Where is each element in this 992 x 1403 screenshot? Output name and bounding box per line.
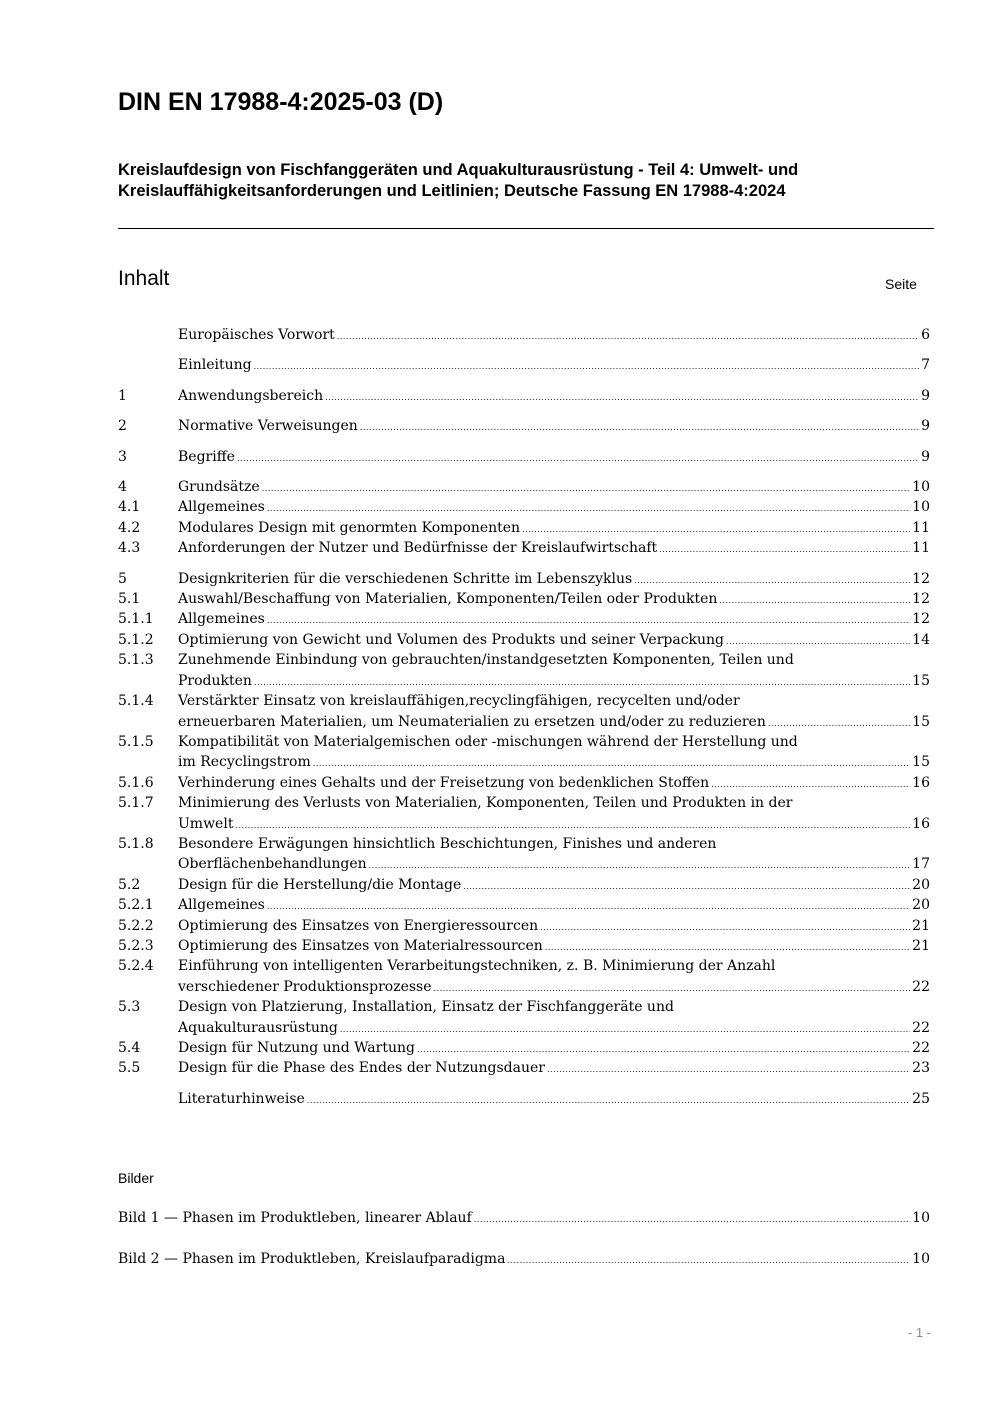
toc-entry[interactable] [118,609,930,629]
toc-entry-title: Optimierung von Gewicht und Volumen des Produkts und seiner Verpackung [178,631,725,648]
toc-entry-title: Einleitung [178,357,252,374]
toc-entry-number: 5.1.7 [118,795,154,812]
dot-leader [360,424,919,432]
toc-entry-number: 4.3 [118,540,141,557]
figures-heading: Bilder [118,1170,154,1186]
toc-entry-page: 10 [912,499,930,516]
toc-entry-page: 22 [912,1040,930,1056]
figure-entry-title: Bild 1 — Phasen im Produktleben, linearer Ablauf [118,1210,472,1226]
dot-leader [340,1026,910,1034]
toc-entry[interactable] [118,793,930,834]
toc-entry-number: 5.1.5 [118,733,154,750]
toc-entry-title: Allgemeines [178,499,265,516]
toc-entry-title: im Recyclingstrom [178,754,311,771]
toc-entry[interactable] [118,997,930,1038]
toc-entry[interactable] [118,773,930,793]
figure-entry[interactable] [118,1249,930,1269]
toc-entry-title: erneuerbaren Materialien, um Neumaterialien zu ersetzen und/oder zu reduzieren [178,713,766,730]
toc-entry-number: 5.1.6 [118,774,154,791]
toc-entry-title: Designkriterien für die verschiedenen Schritte im Lebenszyklus [178,570,633,587]
toc-entry-title: Normative Verweisungen [178,418,358,435]
toc-entry[interactable] [118,355,930,375]
title-divider [118,228,934,229]
toc-entry[interactable] [118,650,930,691]
toc-entry[interactable] [118,630,930,650]
toc-entry-title: Aquakulturausrüstung [178,1019,338,1036]
toc-entry[interactable] [118,1089,930,1109]
toc-entry-title-line: Zunehmende Einbindung von gebrauchten/instandgesetzten Komponenten, Teilen und [178,652,794,669]
dot-leader [634,577,910,585]
toc-entry-number: 5.5 [118,1060,141,1077]
dot-leader [726,638,910,646]
toc-entry[interactable] [118,875,930,895]
toc-entry-page: 15 [912,754,930,771]
toc-entry-number: 4.2 [118,519,141,536]
toc-entry-title: Begriffe [178,448,235,465]
toc-entry-title: Allgemeines [178,897,265,914]
toc-page-column-label: Seite [885,276,917,292]
toc-entry-title-line: Kompatibilität von Materialgemischen oder -mischungen während der Herstellung und [178,733,798,750]
toc-entry-title: Oberflächenbehandlungen [178,856,367,873]
list-of-figures [118,1208,930,1270]
toc-entry-page: 16 [912,774,930,791]
toc-entry-page: 6 [921,327,930,343]
toc-entry-page: 10 [912,479,930,496]
toc-entry-number: 5.2.3 [118,937,154,954]
toc-heading: Inhalt [118,267,170,290]
dot-leader [545,944,910,952]
toc-entry-page: 22 [912,978,930,995]
toc-entry-number: 4 [118,479,127,496]
toc-entry-page: 17 [912,856,930,873]
dot-leader [313,760,910,768]
toc-entry-title: verschiedener Produktionsprozesse [178,978,432,995]
toc-entry-number: 5.2 [118,876,141,893]
toc-entry-page: 12 [912,591,930,608]
toc-entry-title: Produkten [178,672,252,689]
dot-leader [254,363,920,371]
toc-entry[interactable] [118,325,930,345]
dot-leader [547,1066,910,1074]
toc-entry-page: 7 [921,357,930,374]
toc-entry-page: 15 [912,672,930,689]
toc-entry-title-line: Minimierung des Verlusts von Materialien, Komponenten, Teilen und Produkten in der [178,795,793,812]
toc-entry-title: Grundsätze [178,479,260,496]
toc-entry-title: Umwelt [178,815,234,832]
figure-entry[interactable] [118,1208,930,1228]
toc-entry-number: 5.3 [118,999,141,1016]
toc-entry-number: 2 [118,418,127,435]
table-of-contents [118,325,930,1109]
toc-entry-number: 3 [118,448,127,465]
dot-leader [522,526,910,534]
toc-entry-title: Design für die Phase des Endes der Nutzungsdauer [178,1060,545,1077]
toc-entry-title-line: Verstärkter Einsatz von kreislauffähigen,recyclingfähigen, recycelten und/oder [178,693,740,710]
toc-entry-number: 5.1.2 [118,631,154,648]
dot-leader [307,1097,910,1105]
toc-entry-title: Optimierung des Einsatzes von Materialressourcen [178,937,543,954]
toc-entry-title: Anforderungen der Nutzer und Bedürfnisse der Kreislaufwirtschaft [178,540,658,557]
figure-entry-page: 10 [912,1251,930,1268]
toc-entry[interactable] [118,1058,930,1078]
toc-entry-title: Europäisches Vorwort [178,327,335,343]
toc-entry-title: Verhinderung eines Gehalts und der Freisetzung von bedenklichen Stoffen [178,774,710,791]
dot-leader [337,333,919,341]
document-title: Kreislaufdesign von Fischfanggeräten und Aquakulturausrüstung - Teil 4: Umwelt- und Kreislauffähigkeitsanforderungen und Leitlinien; Deutsche Fassung EN 17988-4:2024 [118,161,799,200]
dot-leader [267,505,910,513]
toc-entry-page: 9 [921,418,930,435]
toc-entry[interactable] [118,518,930,538]
toc-entry-page: 14 [912,631,930,648]
toc-entry[interactable] [118,569,930,589]
dot-leader [254,679,910,687]
dot-leader [434,985,911,993]
toc-entry-page: 20 [912,897,930,914]
dot-leader [768,720,910,728]
toc-entry-page: 16 [912,815,930,832]
dot-leader [369,862,911,870]
dot-leader [262,485,910,493]
dot-leader [507,1257,910,1265]
toc-entry-number: 5.2.2 [118,917,154,934]
toc-entry-title-line: Design von Platzierung, Installation, Einsatz der Fischfanggeräte und [178,999,674,1016]
document-id: DIN EN 17988-4:2025-03 (D) [118,88,444,116]
toc-entry-page: 9 [921,387,930,404]
toc-entry[interactable] [118,447,930,467]
dot-leader [267,903,910,911]
toc-entry-page: 20 [912,876,930,893]
toc-entry[interactable] [118,1038,930,1058]
toc-entry[interactable] [118,732,930,773]
toc-entry-number: 5.1.1 [118,611,154,628]
toc-entry-number: 5.1.4 [118,693,154,710]
toc-entry[interactable] [118,916,930,936]
toc-entry-title-line: Einführung von intelligenten Verarbeitungstechniken, z. B. Minimierung der Anzahl [178,958,776,975]
toc-entry-number: 5.2.4 [118,958,154,975]
toc-entry[interactable] [118,538,930,558]
toc-entry-title: Allgemeines [178,611,265,628]
toc-entry-page: 22 [912,1019,930,1036]
toc-entry-title: Design für Nutzung und Wartung [178,1040,415,1056]
toc-entry[interactable] [118,477,930,497]
toc-entry-number: 5.1 [118,591,141,608]
toc-entry-number: 5.2.1 [118,897,154,914]
toc-entry-page: 12 [912,611,930,628]
toc-entry-title: Design für die Herstellung/die Montage [178,876,462,893]
toc-entry-number: 5.1.3 [118,652,154,669]
toc-entry-number: 5 [118,570,127,587]
toc-entry-page: 9 [921,448,930,465]
toc-entry[interactable] [118,956,930,997]
toc-entry[interactable] [118,936,930,956]
toc-entry-number: 5.4 [118,1040,141,1056]
toc-entry-number: 4.1 [118,499,141,516]
toc-entry-page: 21 [912,917,930,934]
dot-leader [659,546,910,554]
toc-entry[interactable] [118,589,930,609]
toc-entry[interactable] [118,416,930,436]
toc-entry-title: Literaturhinweise [178,1090,305,1107]
toc-entry-number: 1 [118,387,127,404]
dot-leader [711,781,910,789]
toc-entry-page: 11 [912,519,930,536]
dot-leader [235,822,910,830]
dot-leader [267,617,910,625]
toc-entry[interactable] [118,834,930,875]
dot-leader [325,394,919,402]
toc-entry-page: 11 [912,540,930,557]
toc-entry-title: Auswahl/Beschaffung von Materialien, Komponenten/Teilen oder Produkten [178,591,718,608]
figure-entry-title: Bild 2 — Phasen im Produktleben, Kreislaufparadigma [118,1251,506,1268]
dot-leader [719,597,910,605]
dot-leader [237,455,919,463]
toc-entry[interactable] [118,895,930,915]
dot-leader [463,883,910,891]
toc-entry[interactable] [118,386,930,406]
toc-entry-page: 23 [912,1060,930,1077]
dot-leader [474,1216,910,1224]
toc-entry-title-line: Besondere Erwägungen hinsichtlich Beschichtungen, Finishes und anderen [178,835,717,852]
toc-entry[interactable] [118,691,930,732]
toc-entry-title: Modulares Design mit genormten Komponenten [178,519,521,536]
dot-leader [540,924,910,932]
toc-entry-title: Anwendungsbereich [178,387,324,404]
toc-entry-number: 5.1.8 [118,835,154,852]
figure-entry-page: 10 [912,1210,930,1226]
toc-entry-page: 12 [912,570,930,587]
dot-leader [417,1046,910,1054]
toc-entry-page: 25 [912,1090,930,1107]
toc-entry[interactable] [118,497,930,517]
toc-entry-page: 15 [912,713,930,730]
page-number: - 1 - [907,1325,931,1340]
toc-entry-page: 21 [912,937,930,954]
toc-entry-title: Optimierung des Einsatzes von Energieressourcen [178,917,539,934]
